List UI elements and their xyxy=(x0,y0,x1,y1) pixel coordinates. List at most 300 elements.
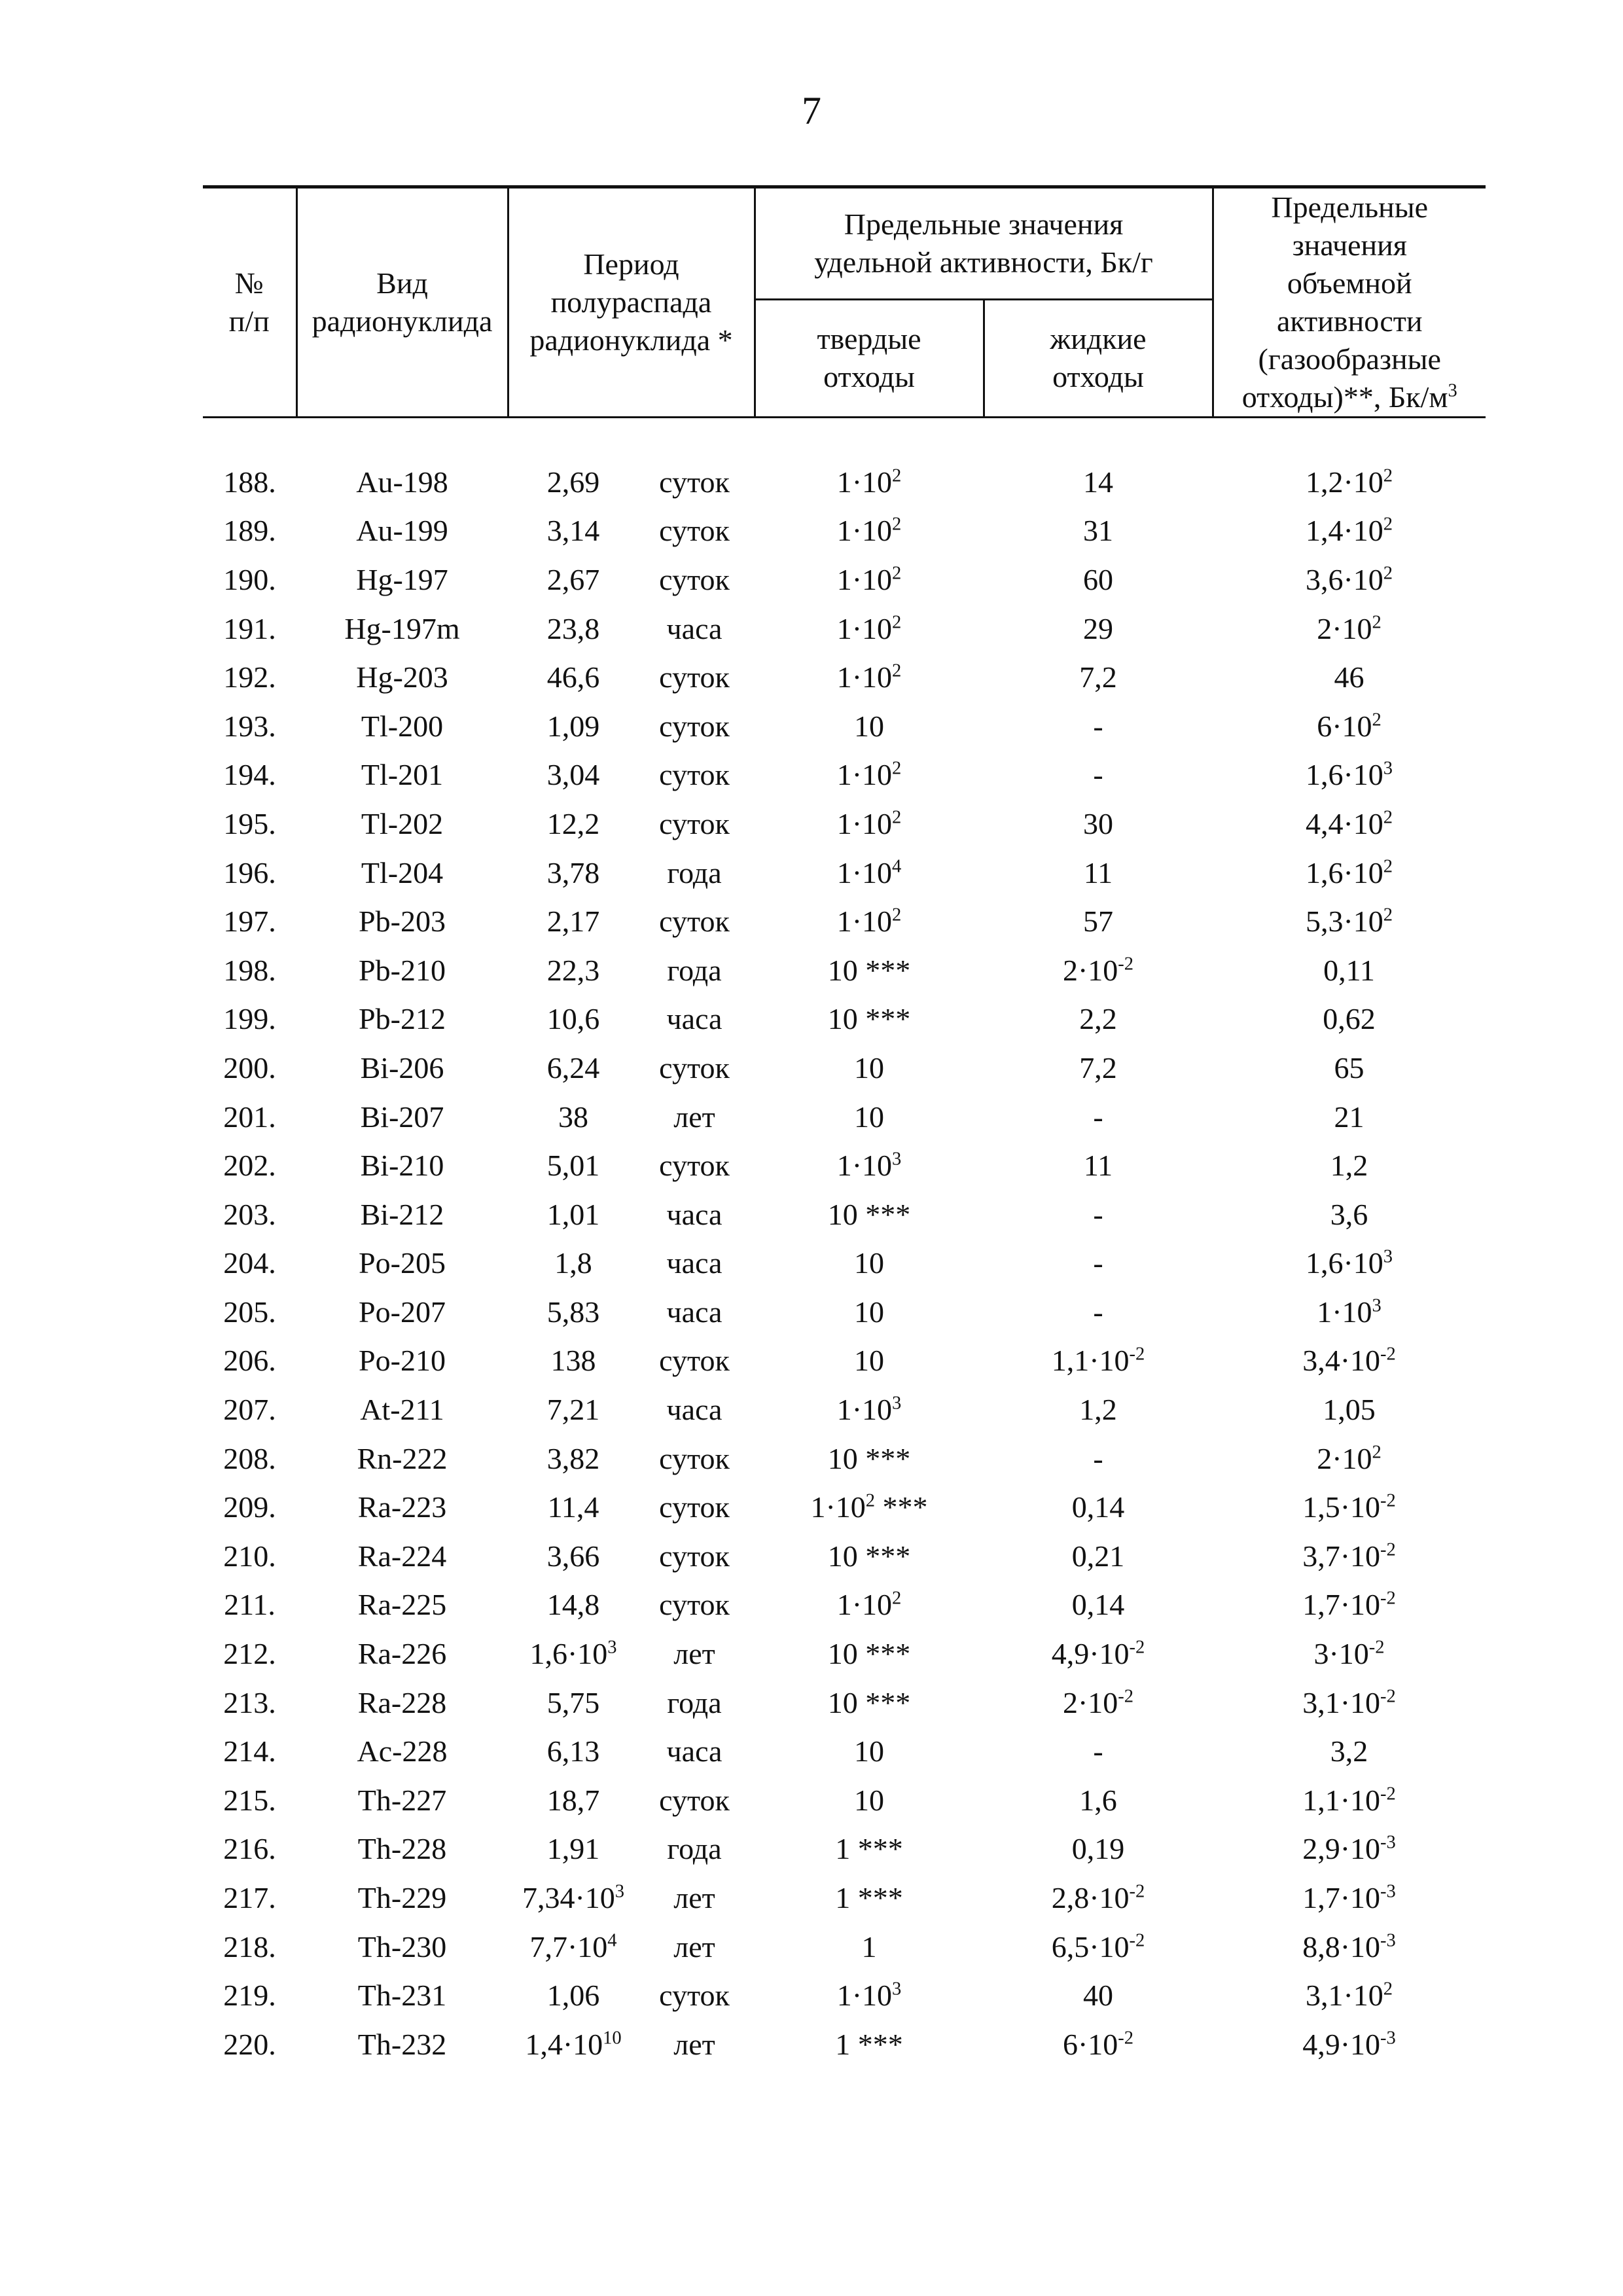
gas-volume-limit xyxy=(1213,702,1486,751)
header-solid-waste xyxy=(755,299,984,417)
table-row xyxy=(203,995,1486,1044)
radionuclide-limits-table xyxy=(203,185,1486,2069)
row-number xyxy=(203,1629,296,1678)
half-life-cell xyxy=(508,1141,755,1190)
gas-volume-limit xyxy=(1213,848,1486,897)
nuclide-name xyxy=(296,1141,508,1190)
half-life-cell xyxy=(508,995,755,1044)
liquid-waste-limit-liquid: 30 xyxy=(1083,806,1113,840)
solid-waste-limit-solid: 1·10 xyxy=(836,611,893,645)
half-life-cell xyxy=(508,2020,755,2069)
liquid-waste-limit-liquid-sup: -2 xyxy=(1129,1930,1145,1951)
half-life-unit: лет xyxy=(673,1637,715,1671)
nuclide-name xyxy=(296,604,508,653)
row-number-n: 197. xyxy=(223,905,276,939)
row-number xyxy=(203,946,296,995)
half-life-cell xyxy=(508,555,755,604)
nuclide-name xyxy=(296,555,508,604)
solid-waste-limit-solid: 1·10 xyxy=(836,562,893,596)
gas-volume-limit-gas: 3·10 xyxy=(1313,1637,1369,1671)
solid-waste-limit-solid: 10 xyxy=(854,1050,884,1085)
liquid-waste-limit-liquid: 0,14 xyxy=(1071,1588,1125,1622)
solid-waste-limit-solid-sup: 2 xyxy=(892,660,902,681)
half-life-unit: лет xyxy=(673,1881,715,1915)
half-life-exponent: 4 xyxy=(607,1930,617,1951)
nuclide-name-nuc: Hg-197m xyxy=(344,611,460,645)
half-life-number: 2,69 xyxy=(546,465,600,499)
half-life-value xyxy=(508,1295,639,1329)
half-life-number: 12,2 xyxy=(546,806,600,840)
gas-volume-limit-gas: 3,6 xyxy=(1330,1197,1368,1231)
table-row xyxy=(203,848,1486,897)
gas-volume-limit-gas-sup: 2 xyxy=(1383,514,1393,535)
half-life-value xyxy=(508,1392,639,1427)
gas-volume-limit-gas: 1,5·10 xyxy=(1302,1490,1381,1524)
half-life-unit: лет xyxy=(673,1929,715,1964)
gas-volume-limit-gas: 2·10 xyxy=(1317,611,1372,645)
gas-volume-limit xyxy=(1213,1678,1486,1727)
liquid-waste-limit xyxy=(984,1190,1213,1239)
gas-volume-limit xyxy=(1213,1873,1486,1922)
liquid-waste-limit xyxy=(984,1776,1213,1825)
nuclide-name xyxy=(296,751,508,800)
row-number-n: 193. xyxy=(223,709,276,743)
solid-waste-limit-solid: 1·10 xyxy=(836,1588,893,1622)
nuclide-name-nuc: Th-228 xyxy=(357,1832,447,1866)
liquid-waste-limit xyxy=(984,751,1213,800)
liquid-waste-limit-liquid: - xyxy=(1093,1295,1103,1329)
nuclide-name-nuc: Rn-222 xyxy=(357,1441,448,1475)
solid-waste-limit-solid-sup: 2 xyxy=(892,905,902,925)
table-row xyxy=(203,1482,1486,1532)
gas-volume-limit xyxy=(1213,1581,1486,1630)
half-life-number: 5,75 xyxy=(546,1685,600,1719)
header-nuclide-label: Вид радионуклида xyxy=(312,266,493,338)
row-number xyxy=(203,2020,296,2069)
gas-volume-limit xyxy=(1213,457,1486,507)
half-life-value xyxy=(508,1929,639,1964)
solid-waste-limit-solid-sup: 2 xyxy=(865,1490,876,1511)
liquid-waste-limit-liquid-sup: -2 xyxy=(1129,1344,1145,1365)
solid-waste-limit-solid-sup: 2 xyxy=(892,514,902,535)
liquid-waste-limit-liquid: 1,2 xyxy=(1079,1393,1117,1427)
solid-waste-limit-solid: 10 *** xyxy=(827,1637,911,1671)
nuclide-name-nuc: Tl-204 xyxy=(361,855,444,889)
table-row xyxy=(203,1825,1486,1874)
gas-volume-limit-gas-sup: -2 xyxy=(1380,1686,1396,1707)
half-life-number: 5,01 xyxy=(546,1149,600,1183)
gas-volume-limit-gas-sup: 3 xyxy=(1383,759,1393,780)
gas-volume-limit-gas-sup: -2 xyxy=(1380,1344,1396,1365)
row-number-n: 208. xyxy=(223,1441,276,1475)
row-number xyxy=(203,507,296,556)
liquid-waste-limit xyxy=(984,1971,1213,2020)
half-life-unit: часа xyxy=(666,1393,722,1427)
gas-volume-limit-gas: 4,9·10 xyxy=(1302,2027,1381,2061)
half-life-cell xyxy=(508,848,755,897)
liquid-waste-limit xyxy=(984,1873,1213,1922)
liquid-waste-limit xyxy=(984,702,1213,751)
liquid-waste-limit xyxy=(984,2020,1213,2069)
row-number-n: 217. xyxy=(223,1881,276,1915)
gas-volume-limit xyxy=(1213,604,1486,653)
half-life-value xyxy=(508,562,639,597)
row-number-n: 214. xyxy=(223,1734,276,1768)
table-row xyxy=(203,1678,1486,1727)
liquid-waste-limit-liquid: 11 xyxy=(1083,1149,1113,1183)
solid-waste-limit xyxy=(755,946,984,995)
row-number-n: 191. xyxy=(223,611,276,645)
nuclide-name-nuc: Th-227 xyxy=(357,1783,447,1817)
nuclide-name xyxy=(296,1043,508,1092)
half-life-number: 18,7 xyxy=(546,1783,600,1817)
half-life-number: 1,91 xyxy=(546,1832,600,1866)
liquid-waste-limit xyxy=(984,799,1213,848)
header-volume-activity xyxy=(1213,187,1486,418)
half-life-value xyxy=(508,1978,639,2013)
liquid-waste-limit-liquid: 2·10 xyxy=(1062,953,1118,987)
solid-waste-limit-solid: 1 *** xyxy=(835,1881,903,1915)
solid-waste-limit-solid: 1 *** xyxy=(835,1832,903,1866)
gas-volume-limit xyxy=(1213,1727,1486,1776)
solid-waste-limit-solid: 10 xyxy=(854,1295,884,1329)
nuclide-name-nuc: Bi-210 xyxy=(360,1149,444,1183)
solid-waste-limit xyxy=(755,848,984,897)
solid-waste-limit xyxy=(755,457,984,507)
header-specific-activity-label: Предельные значения удельной активности, Бк/г xyxy=(814,207,1153,279)
solid-waste-limit-solid: 1·10 xyxy=(836,1393,893,1427)
nuclide-name-nuc: Tl-201 xyxy=(361,758,444,792)
solid-waste-limit-solid: 1·10 xyxy=(836,855,893,889)
liquid-waste-limit xyxy=(984,507,1213,556)
gas-volume-limit-gas-sup: -2 xyxy=(1380,1539,1396,1560)
half-life-value xyxy=(508,757,639,792)
nuclide-name xyxy=(296,457,508,507)
liquid-waste-limit-liquid-sup: -2 xyxy=(1118,1686,1134,1707)
nuclide-name xyxy=(296,1678,508,1727)
row-number-n: 199. xyxy=(223,1002,276,1036)
table-row xyxy=(203,1629,1486,1678)
row-number-n: 190. xyxy=(223,562,276,596)
gas-volume-limit xyxy=(1213,1971,1486,2020)
half-life-unit: суток xyxy=(659,1441,730,1475)
row-number-n: 219. xyxy=(223,1979,276,2013)
liquid-waste-limit-liquid: 0,14 xyxy=(1071,1490,1125,1524)
nuclide-name xyxy=(296,946,508,995)
solid-waste-limit-solid: 10 xyxy=(854,1734,884,1768)
liquid-waste-limit-liquid: - xyxy=(1093,709,1103,743)
half-life-value xyxy=(508,1001,639,1036)
liquid-waste-limit-liquid-sup: -2 xyxy=(1129,1881,1145,1902)
half-life-unit: часа xyxy=(666,1734,722,1768)
row-number xyxy=(203,1434,296,1483)
solid-waste-limit xyxy=(755,1287,984,1336)
row-number xyxy=(203,1092,296,1141)
solid-waste-limit xyxy=(755,1971,984,2020)
nuclide-name-nuc: Pb-210 xyxy=(359,953,446,987)
half-life-cell xyxy=(508,1922,755,1971)
nuclide-name-nuc: Po-210 xyxy=(359,1344,446,1378)
nuclide-name xyxy=(296,702,508,751)
nuclide-name xyxy=(296,995,508,1044)
half-life-value xyxy=(508,1587,639,1622)
liquid-waste-limit xyxy=(984,1727,1213,1776)
gas-volume-limit-gas: 4,4·10 xyxy=(1305,806,1383,840)
row-number-n: 189. xyxy=(223,514,276,548)
nuclide-name-nuc: Th-232 xyxy=(357,2027,447,2061)
gas-volume-limit-gas-sup: 2 xyxy=(1372,709,1382,730)
solid-waste-limit-solid: 1·10 xyxy=(836,660,893,694)
solid-waste-limit-solid-sup: 4 xyxy=(892,856,902,877)
gas-volume-limit-gas-sup: -3 xyxy=(1380,1930,1396,1951)
row-number-n: 198. xyxy=(223,953,276,987)
liquid-waste-limit-liquid: 2,2 xyxy=(1079,1002,1117,1036)
solid-waste-limit-solid: 10 *** xyxy=(827,1685,911,1719)
table-row xyxy=(203,457,1486,507)
table-row xyxy=(203,1190,1486,1239)
page-number: 7 xyxy=(802,89,821,132)
half-life-number: 3,04 xyxy=(546,758,600,792)
header-specific-activity xyxy=(755,187,1213,300)
liquid-waste-limit-liquid: 31 xyxy=(1083,514,1113,548)
half-life-number: 1,01 xyxy=(546,1197,600,1231)
liquid-waste-limit xyxy=(984,653,1213,702)
row-number-n: 212. xyxy=(223,1637,276,1671)
half-life-unit: суток xyxy=(659,514,730,548)
solid-waste-limit-solid-sup: 2 xyxy=(892,612,902,633)
spacer-cell xyxy=(203,418,1486,458)
header-number xyxy=(203,187,296,418)
table-row xyxy=(203,1092,1486,1141)
half-life-number: 10,6 xyxy=(546,1002,600,1036)
gas-volume-limit-gas-sup: 2 xyxy=(1372,1442,1382,1463)
solid-waste-limit xyxy=(755,1629,984,1678)
nuclide-name xyxy=(296,1873,508,1922)
row-number xyxy=(203,1727,296,1776)
nuclide-name xyxy=(296,1727,508,1776)
half-life-unit: часа xyxy=(666,611,722,645)
half-life-cell xyxy=(508,1971,755,2020)
nuclide-name-nuc: Ra-224 xyxy=(357,1539,447,1573)
header-number-label: № п/п xyxy=(228,266,270,338)
half-life-value xyxy=(508,953,639,988)
row-number-n: 204. xyxy=(223,1246,276,1280)
gas-volume-limit-gas-sup: 2 xyxy=(1383,1979,1393,2000)
nuclide-name xyxy=(296,1776,508,1825)
nuclide-name xyxy=(296,1971,508,2020)
gas-volume-limit-gas: 1,05 xyxy=(1323,1393,1376,1427)
half-life-unit: суток xyxy=(659,1979,730,2013)
half-life-unit: часа xyxy=(666,1246,722,1280)
solid-waste-limit-solid-sup: 2 xyxy=(892,807,902,828)
nuclide-name-nuc: Po-207 xyxy=(359,1295,446,1329)
row-number-n: 194. xyxy=(223,758,276,792)
half-life-number: 3,82 xyxy=(546,1441,600,1475)
liquid-waste-limit xyxy=(984,995,1213,1044)
header-solid-waste-label: твердые отходы xyxy=(817,322,921,394)
half-life-cell xyxy=(508,1532,755,1581)
nuclide-name xyxy=(296,1532,508,1581)
half-life-number: 7,7·10 xyxy=(529,1929,608,1964)
nuclide-name-nuc: Hg-203 xyxy=(356,660,448,694)
table-row xyxy=(203,1922,1486,1971)
solid-waste-limit xyxy=(755,1092,984,1141)
gas-volume-limit xyxy=(1213,1043,1486,1092)
liquid-waste-limit-liquid: 0,19 xyxy=(1071,1832,1125,1866)
gas-volume-limit xyxy=(1213,1434,1486,1483)
nuclide-name-nuc: Hg-197 xyxy=(356,562,448,596)
row-number xyxy=(203,751,296,800)
half-life-number: 1,6·10 xyxy=(529,1637,608,1671)
nuclide-name-nuc: Tl-200 xyxy=(361,709,444,743)
half-life-value xyxy=(508,2027,639,2062)
nuclide-name xyxy=(296,1629,508,1678)
nuclide-name xyxy=(296,1581,508,1630)
table-header xyxy=(203,187,1486,418)
header-half-life xyxy=(508,187,755,418)
gas-volume-limit xyxy=(1213,1825,1486,1874)
solid-waste-limit-solid: 10 xyxy=(854,709,884,743)
half-life-unit: суток xyxy=(659,1539,730,1573)
half-life-unit: суток xyxy=(659,660,730,694)
row-number-n: 188. xyxy=(223,465,276,499)
half-life-cell xyxy=(508,1727,755,1776)
solid-waste-limit-solid-sup: 3 xyxy=(892,1979,902,2000)
half-life-unit: суток xyxy=(659,1588,730,1622)
half-life-value xyxy=(508,1148,639,1183)
gas-volume-limit-gas-sup: 2 xyxy=(1383,465,1393,486)
half-life-number: 7,34·10 xyxy=(522,1881,615,1915)
half-life-number: 23,8 xyxy=(546,611,600,645)
header-half-life-label: Период полураспада радионуклида * xyxy=(529,247,733,357)
half-life-unit: суток xyxy=(659,1344,730,1378)
liquid-waste-limit xyxy=(984,1385,1213,1434)
nuclide-name-nuc: Pb-212 xyxy=(359,1002,446,1036)
header-liquid-waste xyxy=(984,299,1213,417)
gas-volume-limit-gas: 8,8·10 xyxy=(1302,1929,1381,1964)
nuclide-name-nuc: Ra-225 xyxy=(357,1588,447,1622)
gas-volume-limit xyxy=(1213,1141,1486,1190)
liquid-waste-limit xyxy=(984,1581,1213,1630)
table-row xyxy=(203,555,1486,604)
solid-waste-limit-solid: 1·10 xyxy=(836,905,893,939)
nuclide-name-nuc: Bi-212 xyxy=(360,1197,444,1231)
table-row xyxy=(203,1727,1486,1776)
liquid-waste-limit-liquid: 0,21 xyxy=(1071,1539,1125,1573)
gas-volume-limit xyxy=(1213,1336,1486,1386)
half-life-unit: суток xyxy=(659,1149,730,1183)
solid-waste-limit-solid: 1·10 xyxy=(836,1149,893,1183)
nuclide-name xyxy=(296,1825,508,1874)
liquid-waste-limit-liquid: 7,2 xyxy=(1079,1050,1117,1085)
nuclide-name xyxy=(296,897,508,946)
table-row xyxy=(203,507,1486,556)
liquid-waste-limit-liquid-sup: -2 xyxy=(1129,1637,1145,1658)
row-number xyxy=(203,1971,296,2020)
gas-volume-limit-gas-sup: -2 xyxy=(1380,1490,1396,1511)
row-number xyxy=(203,653,296,702)
gas-volume-limit xyxy=(1213,1287,1486,1336)
nuclide-name-nuc: Bi-206 xyxy=(360,1050,444,1085)
nuclide-name xyxy=(296,2020,508,2069)
nuclide-name-nuc: Au-198 xyxy=(356,465,448,499)
gas-volume-limit-gas: 5,3·10 xyxy=(1305,905,1383,939)
half-life-cell xyxy=(508,1825,755,1874)
half-life-cell xyxy=(508,507,755,556)
solid-waste-limit-solid: 10 *** xyxy=(827,1197,911,1231)
table-row xyxy=(203,1434,1486,1483)
solid-waste-limit-solid: 1 *** xyxy=(835,2027,903,2061)
gas-volume-limit-gas: 1,6·10 xyxy=(1305,855,1383,889)
half-life-unit: суток xyxy=(659,905,730,939)
liquid-waste-limit xyxy=(984,1336,1213,1386)
liquid-waste-limit-liquid: 40 xyxy=(1083,1979,1113,2013)
gas-volume-limit-gas: 2,9·10 xyxy=(1302,1832,1381,1866)
solid-waste-limit xyxy=(755,751,984,800)
gas-volume-limit-gas: 3,1·10 xyxy=(1305,1979,1383,2013)
solid-waste-limit xyxy=(755,995,984,1044)
half-life-unit: часа xyxy=(666,1197,722,1231)
gas-volume-limit xyxy=(1213,799,1486,848)
half-life-cell xyxy=(508,751,755,800)
solid-waste-limit-solid: 1·10 xyxy=(836,465,893,499)
row-number-n: 203. xyxy=(223,1197,276,1231)
table-row xyxy=(203,1287,1486,1336)
half-life-value xyxy=(508,660,639,694)
gas-volume-limit-gas: 1,4·10 xyxy=(1305,514,1383,548)
row-number-n: 215. xyxy=(223,1783,276,1817)
solid-waste-limit-solid: 10 *** xyxy=(827,953,911,987)
solid-waste-limit-solid-sup: 2 xyxy=(892,465,902,486)
gas-volume-limit xyxy=(1213,653,1486,702)
table-row xyxy=(203,946,1486,995)
solid-waste-limit xyxy=(755,1581,984,1630)
nuclide-name-nuc: Ra-226 xyxy=(357,1637,447,1671)
gas-volume-limit-gas-sup: 2 xyxy=(1383,807,1393,828)
nuclide-name-nuc: Pb-203 xyxy=(359,905,446,939)
half-life-cell xyxy=(508,946,755,995)
half-life-value xyxy=(508,855,639,890)
gas-volume-limit-gas-sup: 3 xyxy=(1383,1246,1393,1267)
row-number-n: 218. xyxy=(223,1929,276,1964)
half-life-number: 38 xyxy=(558,1100,588,1134)
half-life-cell xyxy=(508,1434,755,1483)
half-life-unit: лет xyxy=(673,1100,715,1134)
row-number xyxy=(203,1141,296,1190)
solid-waste-limit xyxy=(755,1678,984,1727)
table-row xyxy=(203,1581,1486,1630)
table-row xyxy=(203,702,1486,751)
half-life-cell xyxy=(508,897,755,946)
solid-waste-limit xyxy=(755,1727,984,1776)
solid-waste-limit-solid: 1 xyxy=(861,1929,877,1964)
gas-volume-limit-gas: 1,2 xyxy=(1330,1149,1368,1183)
liquid-waste-limit-liquid: 4,9·10 xyxy=(1051,1637,1130,1671)
liquid-waste-limit-liquid: - xyxy=(1093,1197,1103,1231)
row-number xyxy=(203,1239,296,1288)
gas-volume-limit-gas: 3,7·10 xyxy=(1302,1539,1381,1573)
row-number-n: 216. xyxy=(223,1832,276,1866)
liquid-waste-limit-liquid: - xyxy=(1093,1734,1103,1768)
half-life-value xyxy=(508,709,639,744)
liquid-waste-limit xyxy=(984,1239,1213,1288)
half-life-unit: суток xyxy=(659,465,730,499)
table-row xyxy=(203,2020,1486,2069)
half-life-cell xyxy=(508,1239,755,1288)
solid-waste-limit xyxy=(755,1922,984,1971)
row-number xyxy=(203,1532,296,1581)
solid-waste-limit xyxy=(755,1482,984,1532)
